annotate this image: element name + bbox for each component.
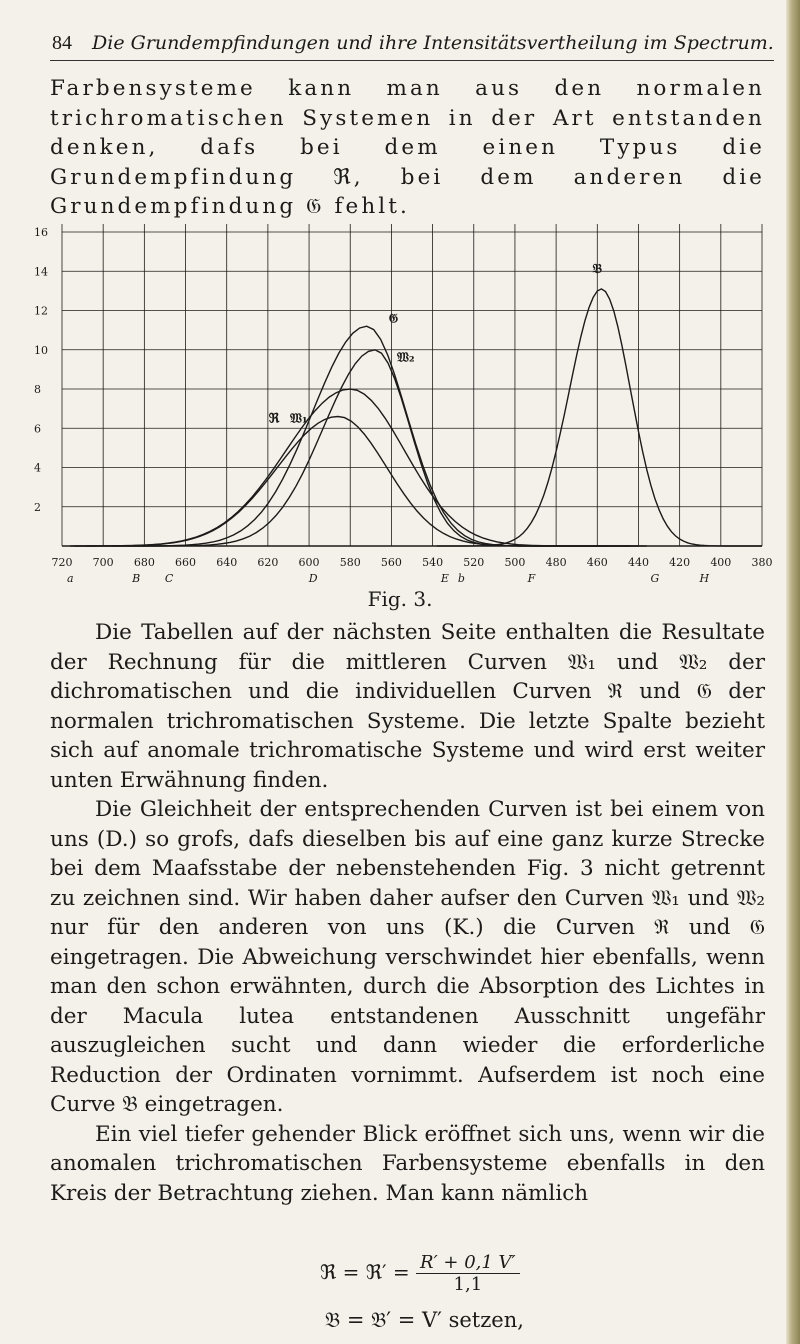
x-tick-label: 720	[51, 556, 73, 569]
header-rule	[50, 60, 774, 61]
curve-label: ℜ	[268, 411, 280, 427]
formula-numerator: R′ + 0,1 V′	[416, 1252, 520, 1274]
fraunhofer-label: b	[457, 572, 465, 585]
paragraph-intro: Farbensysteme kann man aus den normalen trichromatischen Systemen in der Art entstanden denken, dafs bei dem einen Typus die Grundempfindung ℜ, bei dem anderen die Grundempfindung 𝔊 fehlt.	[50, 76, 765, 219]
chart-grid	[62, 224, 762, 546]
y-tick-labels	[34, 226, 48, 514]
running-title: Die Grundempfindungen und ihre Intensitätsvertheilung im Spectrum.	[92, 32, 774, 54]
curve-v	[437, 289, 762, 546]
fraunhofer-label: H	[699, 572, 710, 585]
formula-v: 𝔅 = 𝔅′ = V′ setzen,	[325, 1308, 524, 1332]
y-tick-label: 8	[34, 383, 41, 396]
x-tick-label: 400	[710, 556, 732, 569]
curve-label: 𝔅	[592, 262, 602, 278]
x-tick-label: 660	[175, 556, 197, 569]
y-tick-label: 6	[34, 422, 41, 436]
fraunhofer-label: G	[650, 572, 660, 585]
y-tick-label: 16	[34, 226, 48, 239]
fraunhofer-label: C	[164, 572, 174, 585]
y-tick-label: 14	[34, 265, 48, 279]
page-number: 84	[52, 32, 72, 54]
x-tick-label: 640	[216, 556, 238, 569]
curve-w1	[74, 417, 601, 547]
x-tick-label: 580	[339, 556, 361, 569]
x-tick-label: 700	[92, 556, 114, 569]
curve-label: 𝔚₂	[397, 350, 415, 366]
fraunhofer-label: F	[527, 572, 536, 585]
paragraph-equality: Die Gleichheit der entsprechenden Curven ist bei einem von uns (D.) so grofs, dafs dieselben bis auf eine ganz kurze Strecke bei dem Maafsstabe der nebenstehenden Fig. 3 nicht getrennt zu zeichnen sind. Wir haben daher aufser den Curven 𝔚₁ und 𝔚₂ nur für den anderen von uns (K.) die Curven ℜ und 𝔊 eingetragen. Die Abweichung verschwindet hier ebenfalls, wenn man den schon erwähnten, durch die Absorption des Lichtes in der Macula lutea entstandenen Ausschnitt ungefähr auszugleichen sucht und dann wieder die erforderliche Reduction der Ordinaten vornimmt. Aufserdem ist noch eine Curve 𝔅 eingetragen.	[50, 797, 765, 1117]
fraunhofer-label: E	[440, 572, 449, 585]
x-tick-label: 420	[669, 556, 691, 569]
fraunhofer-label: B	[132, 572, 141, 585]
curve-g	[87, 326, 647, 546]
fraunhofer-label: D	[308, 572, 318, 585]
y-tick-label: 12	[34, 304, 48, 318]
y-tick-label: 10	[34, 343, 48, 357]
curve-label: 𝔊	[388, 311, 399, 327]
x-tick-label: 600	[298, 556, 320, 569]
paragraph-anomalous: Ein viel tiefer gehender Blick eröffnet sich uns, wenn wir die anomalen trichromatischen Farbensysteme ebenfalls in den Kreis der Betrachtung ziehen. Man kann nämlich	[50, 1121, 765, 1206]
figure-3	[30, 198, 773, 618]
paragraph-tables: Die Tabellen auf der nächsten Seite enthalten die Resultate der Rechnung für die mittleren Curven 𝔚₁ und 𝔚₂ der dichromatischen und die individuellen Curven ℜ und 𝔊 der normalen trichromatischen Systeme. Die letzte Spalte bezieht sich auf anomale trichromatische Systeme und wird erst weiter unten Erwähnung finden.	[50, 620, 765, 793]
y-tick-label: 2	[34, 500, 41, 514]
formula-denominator: 1,1	[453, 1274, 483, 1295]
body-text	[50, 618, 765, 1208]
x-tick-label: 500	[504, 556, 526, 569]
x-tick-label: 540	[422, 556, 444, 569]
formula-fraction	[416, 1252, 520, 1295]
chart-curves	[70, 289, 762, 546]
figure-caption: Fig. 3.	[367, 587, 433, 611]
x-tick-label: 380	[751, 556, 773, 569]
formula-lhs: ℜ = ℜ′ =	[320, 1260, 410, 1284]
curve-label: 𝔚₁	[289, 411, 308, 427]
x-tick-label: 520	[463, 556, 485, 569]
fraunhofer-label: a	[66, 572, 74, 585]
curve-labels	[269, 262, 603, 426]
fraunhofer-labels	[67, 572, 710, 585]
x-tick-label: 560	[380, 556, 402, 569]
x-tick-label: 480	[545, 556, 567, 569]
formula-r	[320, 1252, 520, 1295]
x-tick-label: 620	[257, 556, 279, 569]
x-tick-label: 440	[627, 556, 649, 569]
running-header	[52, 30, 772, 56]
spectrum-chart	[30, 198, 773, 588]
x-tick-labels	[52, 556, 773, 569]
x-tick-label: 680	[133, 556, 155, 569]
page-edge	[786, 0, 800, 1344]
x-tick-label: 460	[586, 556, 608, 569]
y-tick-label: 4	[34, 461, 41, 475]
